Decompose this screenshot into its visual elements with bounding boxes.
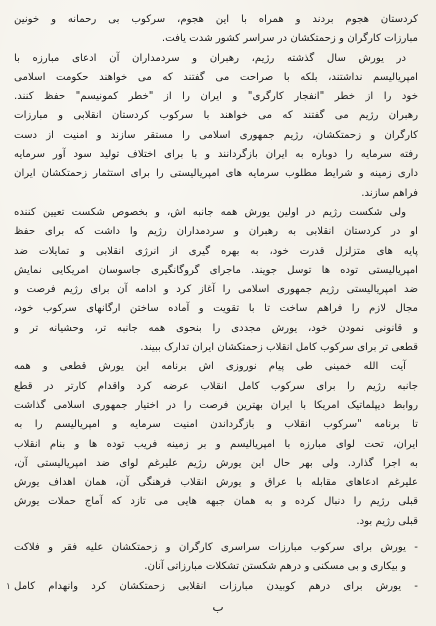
text-line: فراهم سازند.	[361, 187, 418, 199]
text-line: روابط دیپلماتیک امریکا با ایران بهترین فرصت را در اختیار جمهوری اسلامی گذاشت	[14, 399, 418, 411]
text-line: قبلی رژیم بود.	[356, 515, 418, 527]
text-line: امپریالیستی توده ها توسل جویند. ماجرای گروگانگیری جاسوسان امریکایی نمایش	[14, 264, 418, 276]
text-line: به اجرا گذارد. ولی بهر حال این یورش رژیم علیرغم لوای ضد امپریالیستی آن،	[14, 457, 418, 469]
text-line: او در کردستان انقلابی به رهبران و سردمداران رژیم وا داشت که برای حفظ	[14, 226, 418, 238]
page-number: ب	[212, 600, 224, 614]
text-line: داری زمینه و شرایط مطلوب سرمایه های امپریالیستی را برای استثمار زحمتکشان ایران	[14, 168, 418, 180]
text-line: و قانونی نمودن خود، یورش مجددی را بنحوی همه جانبه تر، وحشیانه تر و	[14, 322, 418, 334]
body-text	[14, 10, 418, 596]
text-line: جانبه رژیم را برای سرکوب کامل انقلاب عرضه کرد واقدام کارتر در قطع	[14, 380, 418, 392]
bullet-line: - یورش برای درهم کوبیدن مبارزات انقلابی زحمتکشان کرد وانهدام کامل	[14, 580, 418, 592]
text-line: کارگران و زحمتکشان، رژیم جمهوری اسلامی را مستقر سازند و امنیت از دست	[14, 129, 418, 141]
text-line: خود را از خطر "انفجار کارگری" و ایران را از "خطر کمونیسم" حفظ کنند.	[14, 91, 418, 103]
text-line: قبلی رژیم را دنبال کرده و به همان جبهه هایی می تازد که آماج حملات یورش	[14, 496, 418, 508]
text-line: مبارزات کارگران و زحمتکشان در سراسر کشور شدت یافت.	[161, 33, 418, 45]
text-line: رفته سرمایه را دوباره به ایران بازگردانند و با برای اختلاف تولید سود آور سرمایه	[14, 149, 418, 161]
bullet-line: - یورش برای سرکوب مبارزات سراسری کارگران و زحمتکشان علیه فقر و فلاکت	[14, 542, 418, 554]
text-line: آیت الله خمینی طی پیام نوروزی اش برنامه این یورش قطعی و همه	[14, 361, 406, 373]
text-line: ایران، تحت لوای مبارزه با امپریالیسم و بر زمینه فریب توده ها و بنام انقلاب	[14, 438, 418, 450]
text-line: پایه های متزلزل قدرت خود، به بهره گیری از انرژی انقلابی و تمایلات ضد	[14, 245, 418, 257]
text-line: امپریالیسم نداشتند، بلکه با صراحت می گفتند که می خواهند حکومت اسلامی	[14, 71, 418, 83]
text-line: مجال لازم را فراهم ساخت تا با تقویت و آماده ساختن ارگانهای سرکوب خود،	[14, 303, 418, 315]
text-line: کردستان هجوم بردند و همراه با این هجوم، سرکوب بی رحمانه و خونین	[14, 14, 418, 25]
text-line: قطعی تر برای سرکوب کامل انقلاب زحمتکشان ایران تدارک ببیند.	[140, 342, 418, 354]
bullet-line: و بیکاری و بی مسکنی و درهم شکستن تشکلات مبارزاتی آنان.	[144, 561, 406, 573]
text-line: رهبران رژیم می گفتند که می خواهند با سرکوب کردستان انقلابی و مبارزات	[14, 110, 418, 122]
text-line: علیرغم ادعاهای مقابله با عراق و یورش انقلاب فرهنگی آن، همان اهداف یورش	[14, 477, 418, 489]
text-line: در یورش سال گذشته رژیم، رهبران و سردمداران آن ادعای مبارزه با	[14, 52, 406, 64]
text-line: ضد امپریالیستی رژیم جمهوری اسلامی را آغاز کرد و ادامه آن برای رژیم فرصت و	[14, 284, 418, 296]
text-line: ولی شکست رژیم در اولین یورش همه جانبه اش، و بخصوص شکست تعیین کننده	[14, 206, 406, 218]
corner-mark: ۱	[6, 582, 11, 592]
text-line: تا برنامه "سرکوب انقلاب و بازگرداندن امنیت سرمایه و امپریالیسم را به	[14, 419, 418, 431]
